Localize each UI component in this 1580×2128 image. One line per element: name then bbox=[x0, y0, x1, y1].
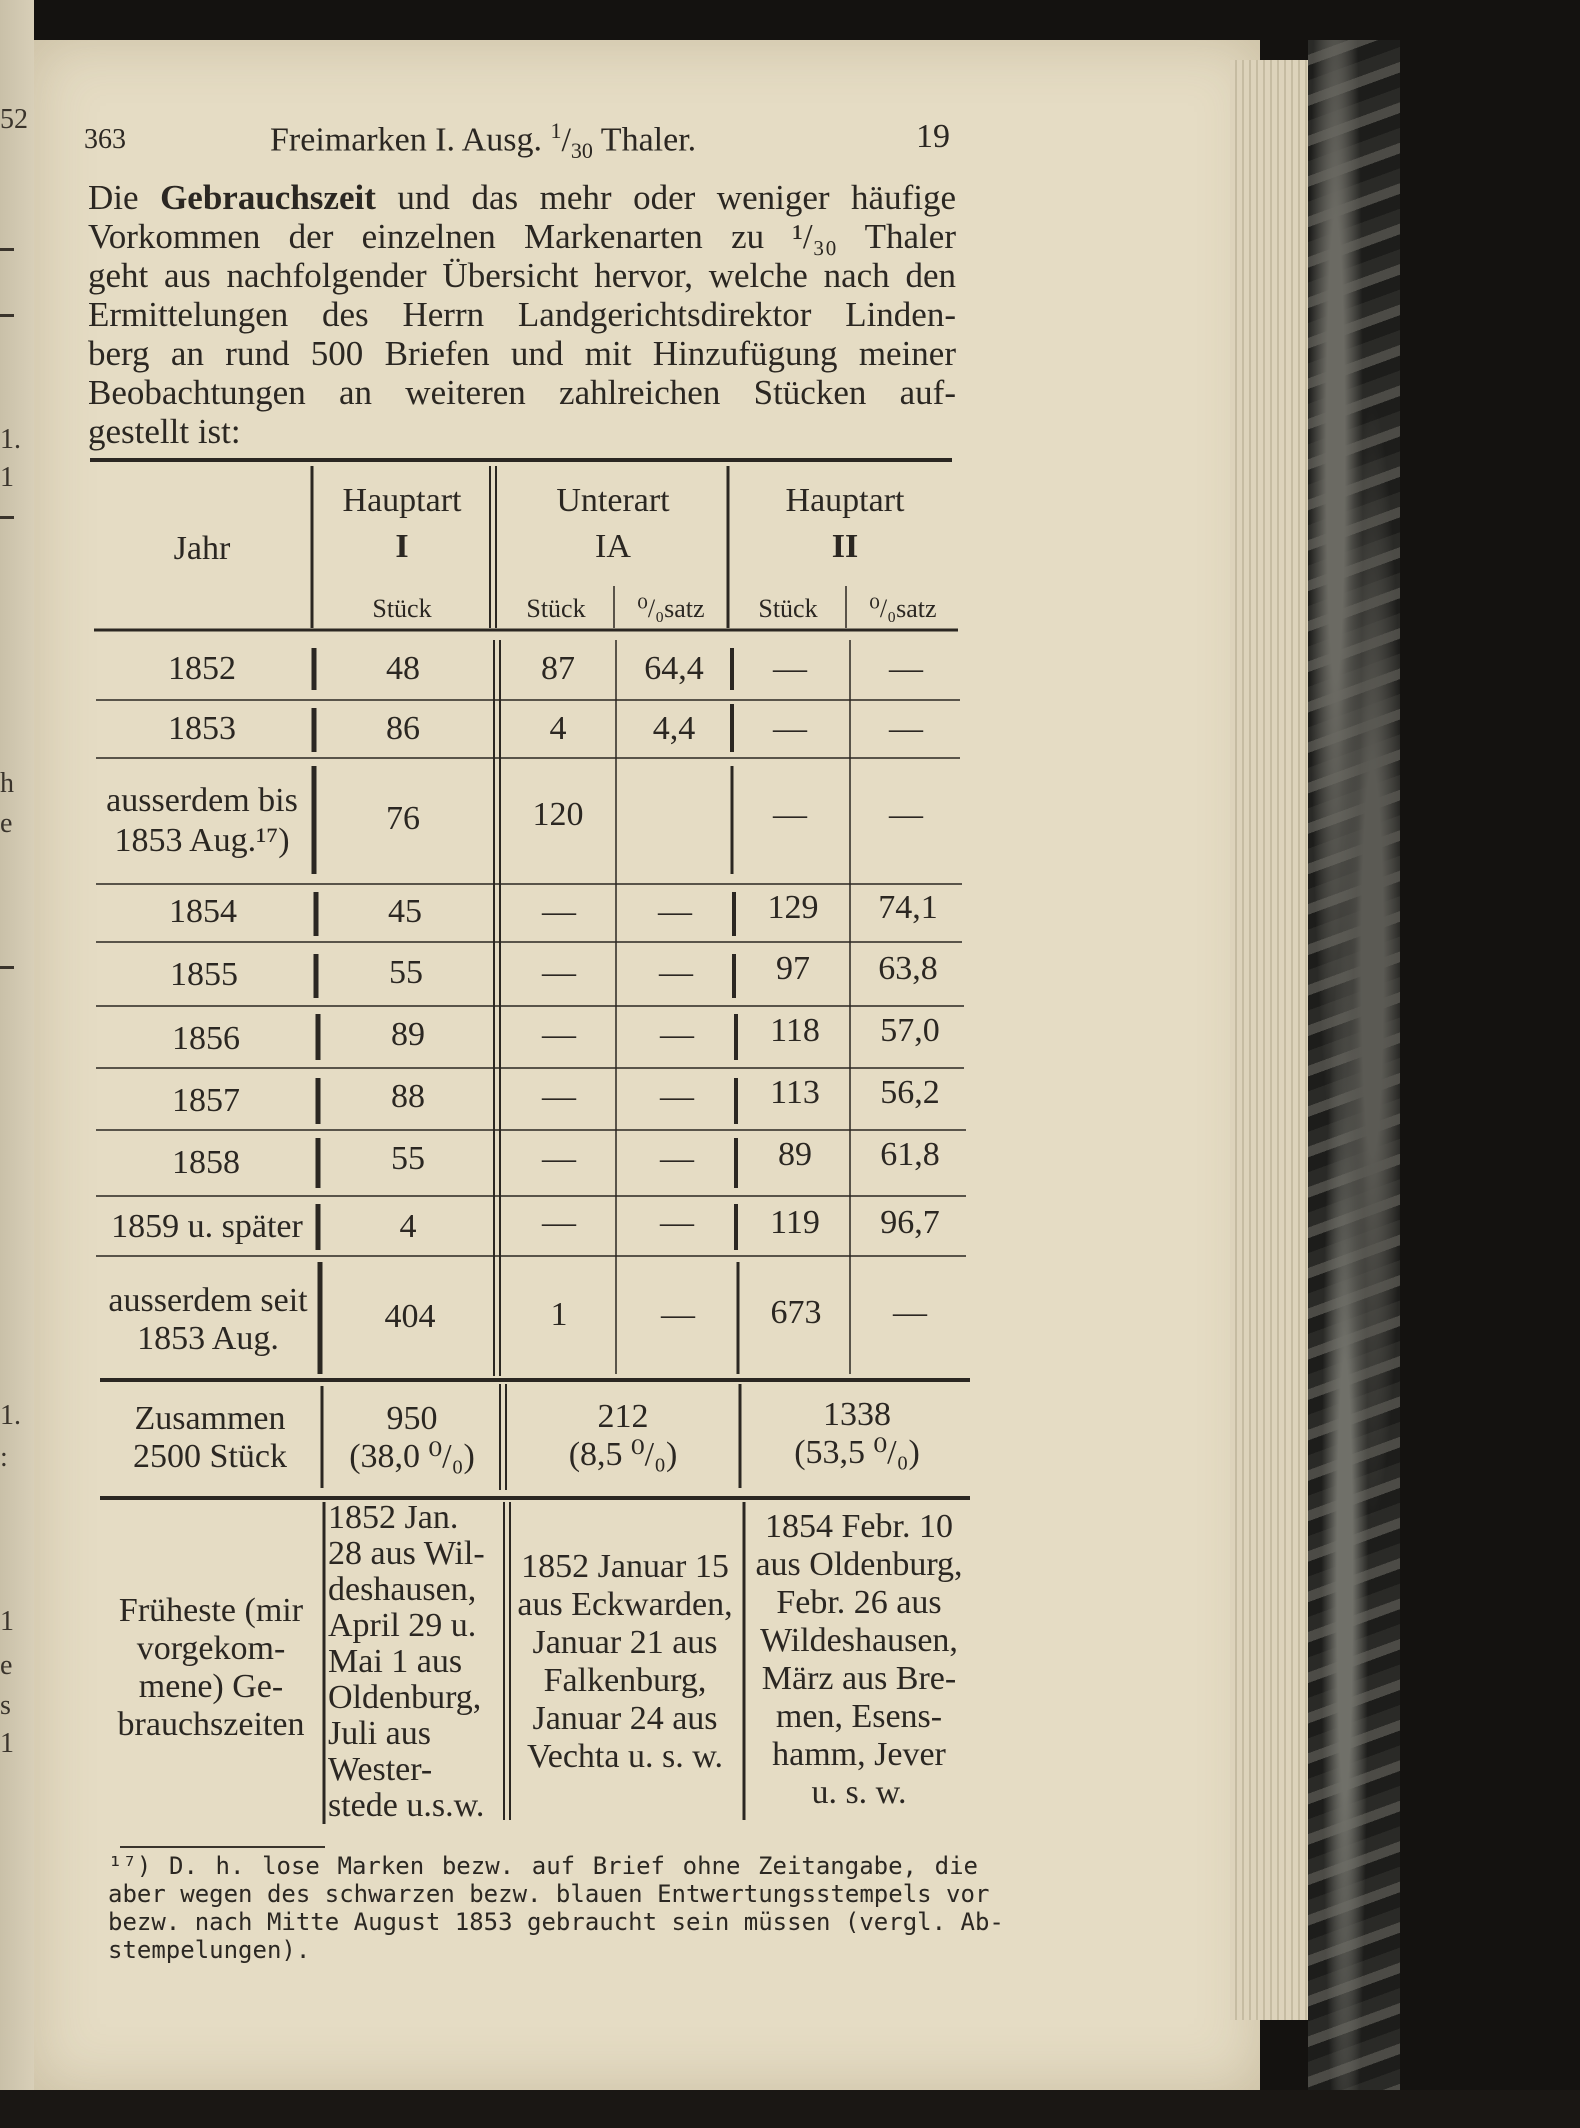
footnote bbox=[108, 1852, 1004, 1964]
emphasis-gebrauchszeit: Gebrauchszeit bbox=[160, 178, 376, 217]
earliest-hauptart-1: 1852 Jan. 28 aus Wil- deshausen, April 29 u. Mai 1 aus Oldenburg, Juli aus Wester- stede u.s.w. bbox=[328, 1499, 485, 1824]
cell-h2-prozent: — bbox=[889, 650, 923, 687]
header-jahr: Jahr bbox=[173, 530, 231, 567]
cell-ia-stueck: — bbox=[542, 954, 576, 991]
cell-jahr-line2: 1853 Aug.¹⁷) bbox=[114, 822, 290, 859]
cell-h2-stueck: 89 bbox=[778, 1136, 812, 1173]
cell-h2-prozent: 56,2 bbox=[880, 1074, 940, 1111]
cell-ia-prozent: — bbox=[660, 1016, 694, 1053]
totals-label-line1: Zusammen bbox=[134, 1400, 286, 1437]
margin-fragment: s bbox=[0, 1690, 11, 1721]
cell-h2-stueck: 119 bbox=[770, 1204, 820, 1241]
margin-fragment: e bbox=[0, 808, 13, 839]
cell-jahr: 1859 u. später bbox=[111, 1208, 303, 1245]
cell-ia-stueck: 120 bbox=[532, 796, 584, 833]
margin-fragment: 1. bbox=[0, 1400, 21, 1431]
cell-h2-stueck: 118 bbox=[770, 1012, 820, 1049]
margin-fragment: 1. bbox=[0, 424, 21, 455]
footnote-line: ¹⁷) D. h. lose Marken bezw. auf Brief ohne Zeitangabe, die bbox=[108, 1852, 978, 1880]
cell-hauptart-1: 55 bbox=[389, 954, 423, 991]
cell-jahr: 1852 bbox=[168, 650, 236, 687]
totals-unterart: 212 bbox=[597, 1398, 649, 1435]
cell-ia-prozent: — bbox=[658, 893, 692, 930]
margin-fragment: 52 bbox=[0, 104, 28, 135]
footnote-line: stempelungen). bbox=[108, 1936, 311, 1964]
cell-ia-stueck: — bbox=[542, 1078, 576, 1115]
cell-ia-stueck: 4 bbox=[549, 710, 567, 747]
cell-hauptart-1: 45 bbox=[388, 893, 422, 930]
cell-h2-prozent: 63,8 bbox=[878, 950, 938, 987]
cell-h2-prozent: — bbox=[893, 1294, 927, 1331]
cell-hauptart-1: 76 bbox=[386, 800, 420, 837]
header-stueck: Stück bbox=[758, 594, 818, 623]
cell-jahr: 1853 bbox=[168, 710, 236, 747]
header-unterart-ia: IA bbox=[595, 528, 631, 565]
footnote-line: bezw. nach Mitte August 1853 gebraucht sein müssen (vergl. Ab- bbox=[108, 1908, 1004, 1936]
cell-ia-stueck: — bbox=[542, 1140, 576, 1177]
header-hauptart-2: Hauptart bbox=[785, 482, 905, 519]
cell-hauptart-1: 89 bbox=[391, 1016, 425, 1053]
running-title: Freimarken I. Ausg. $^1/_{30}$ Thaler. bbox=[270, 118, 697, 164]
cell-ia-stueck: 1 bbox=[550, 1296, 568, 1333]
cell-hauptart-1: 88 bbox=[391, 1078, 425, 1115]
cell-h2-stueck: — bbox=[773, 796, 807, 833]
cell-ia-prozent: — bbox=[661, 1296, 695, 1333]
cell-ia-stueck: — bbox=[542, 1016, 576, 1053]
sheet-number: 363 bbox=[84, 124, 126, 155]
cell-hauptart-1: 404 bbox=[384, 1298, 436, 1335]
cell-h2-prozent: 74,1 bbox=[878, 889, 938, 926]
margin-fragment: 1 bbox=[0, 1728, 14, 1759]
cell-ia-stueck: — bbox=[542, 893, 576, 930]
margin-fragment: h bbox=[0, 768, 14, 799]
cell-jahr-line2: 1853 Aug. bbox=[137, 1320, 279, 1357]
totals-hauptart-1: 950 bbox=[386, 1400, 438, 1437]
totals-hauptart-2-pct: (53,5 ⁰/₀) bbox=[794, 1434, 920, 1471]
totals-label-line2: 2500 Stück bbox=[133, 1438, 287, 1475]
running-title-text: Freimarken I. Ausg. bbox=[270, 121, 542, 159]
header-hauptart-1: Hauptart bbox=[342, 482, 462, 519]
cell-h2-prozent: 96,7 bbox=[880, 1204, 940, 1241]
page-number: 19 bbox=[916, 118, 950, 155]
earliest-label: Früheste (mir vorgekom- mene) Ge- brauchszeiten bbox=[117, 1592, 305, 1743]
header-stueck: Stück bbox=[526, 594, 586, 623]
cell-h2-prozent: 61,8 bbox=[880, 1136, 940, 1173]
cell-ia-prozent: — bbox=[660, 1078, 694, 1115]
cell-h2-prozent: — bbox=[889, 710, 923, 747]
header-hauptart-1-numeral: I bbox=[395, 528, 409, 565]
cell-hauptart-1: 48 bbox=[386, 650, 420, 687]
cell-h2-prozent: — bbox=[889, 796, 923, 833]
margin-fragment: : bbox=[0, 1442, 8, 1473]
totals-hauptart-2: 1338 bbox=[823, 1396, 891, 1433]
cell-ia-prozent: 4,4 bbox=[652, 710, 696, 747]
intro-line: gestellt ist: bbox=[88, 412, 241, 451]
margin-fragment: 1 bbox=[0, 462, 14, 493]
cell-h2-stueck: 129 bbox=[767, 889, 819, 926]
cell-hauptart-1: 4 bbox=[399, 1208, 417, 1245]
cell-hauptart-1: 55 bbox=[391, 1140, 425, 1177]
intro-line: Die Gebrauchszeit und das mehr oder weniger häufige bbox=[88, 178, 956, 217]
cell-jahr: 1854 bbox=[169, 893, 237, 930]
header-stueck: Stück bbox=[372, 594, 432, 623]
totals-hauptart-1-pct: (38,0 ⁰/₀) bbox=[349, 1438, 475, 1475]
cell-hauptart-1: 86 bbox=[386, 710, 420, 747]
cell-ia-prozent: — bbox=[660, 1204, 694, 1241]
cell-h2-stueck: 97 bbox=[776, 950, 810, 987]
earliest-unterart: 1852 Januar 15 aus Eckwarden, Januar 21 aus Falkenburg, Januar 24 aus Vechta u. s. w. bbox=[517, 1548, 733, 1775]
running-title-end: Thaler. bbox=[600, 121, 697, 159]
cell-h2-stueck: 673 bbox=[770, 1294, 822, 1331]
intro-line: geht aus nachfolgender Übersicht hervor, welche nach den bbox=[88, 256, 956, 295]
totals-unterart-pct: (8,5 ⁰/₀) bbox=[568, 1436, 678, 1473]
cell-jahr: 1858 bbox=[172, 1144, 240, 1181]
intro-line: Ermittelungen des Herrn Landgerichtsdirektor Linden- bbox=[88, 295, 956, 334]
cell-h2-stueck: — bbox=[773, 650, 807, 687]
cell-jahr-line1: ausserdem seit bbox=[108, 1282, 308, 1319]
intro-line: Vorkommen der einzelnen Markenarten zu ¹/₃₀ Thaler bbox=[88, 217, 956, 256]
cell-ia-stueck: 87 bbox=[541, 650, 575, 687]
footnote-rule bbox=[120, 1846, 325, 1848]
cell-jahr: 1855 bbox=[170, 956, 238, 993]
fraction-denominator: 30 bbox=[570, 138, 593, 164]
header-prozentsatz: ⁰/₀satz bbox=[637, 594, 705, 623]
header-hauptart-2-numeral: II bbox=[831, 528, 859, 565]
cell-ia-prozent: 64,4 bbox=[644, 650, 704, 687]
footnote-line: aber wegen des schwarzen bezw. blauen Entwertungsstempels vor bbox=[108, 1880, 990, 1908]
intro-line: berg an rund 500 Briefen und mit Hinzufügung meiner bbox=[88, 334, 956, 373]
cell-h2-stueck: 113 bbox=[770, 1074, 820, 1111]
margin-fragment: 1 bbox=[0, 1606, 14, 1637]
fraction-numerator: 1 bbox=[550, 118, 562, 143]
header-unterart: Unterart bbox=[556, 482, 670, 519]
cell-ia-prozent: — bbox=[660, 1140, 694, 1177]
earliest-hauptart-2: 1854 Febr. 10 aus Oldenburg, Febr. 26 aus Wildeshausen, März aus Bre- men, Esens- hamm, Jever u. s. w. bbox=[755, 1508, 963, 1811]
margin-fragment: e bbox=[0, 1650, 13, 1681]
cell-jahr-line1: ausserdem bis bbox=[106, 782, 298, 819]
intro-line: Beobachtungen an weiteren zahlreichen Stücken auf- bbox=[88, 373, 956, 412]
cell-h2-stueck: — bbox=[773, 710, 807, 747]
header-prozentsatz: ⁰/₀satz bbox=[869, 594, 937, 623]
cell-h2-prozent: 57,0 bbox=[880, 1012, 940, 1049]
cell-ia-prozent: — bbox=[659, 954, 693, 991]
cell-ia-stueck: — bbox=[542, 1204, 576, 1241]
cell-jahr: 1856 bbox=[172, 1020, 240, 1057]
cell-jahr: 1857 bbox=[172, 1082, 240, 1119]
